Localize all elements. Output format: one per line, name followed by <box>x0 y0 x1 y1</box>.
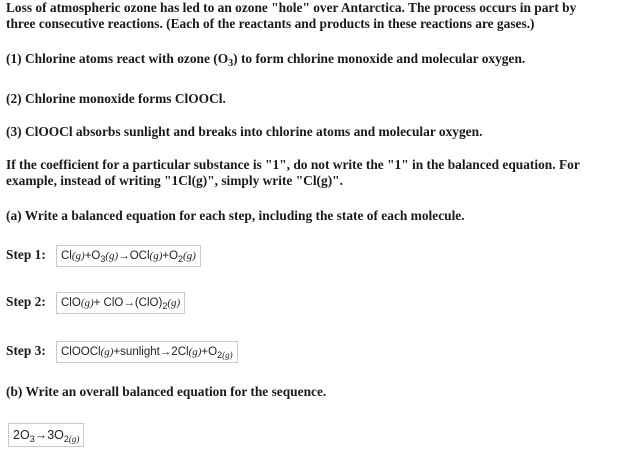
step-2-term: + ClO→(ClO) <box>93 297 163 309</box>
step-3-state: (g) <box>222 350 233 360</box>
overall-term: →3O <box>34 428 64 442</box>
reaction-1-sub: 3 <box>228 58 234 69</box>
step-2-term: ClO <box>61 297 81 309</box>
reaction-1-text <box>6 51 525 69</box>
reaction-3-text: (3) ClOOCl absorbs sunlight and breaks into chlorine atoms and molecular oxygen. <box>6 124 483 139</box>
intro-line-1: Loss of atmospheric ozone has led to an ozone "hole" over Antarctica. The process occurs in part by <box>6 0 577 15</box>
step-2-subscript: 2 <box>162 301 168 311</box>
overall-subscript: 2 <box>63 434 69 444</box>
step-1-subscript: 2 <box>178 254 184 264</box>
step-1-state: (g) <box>105 250 119 262</box>
step-1-term: +O <box>162 250 179 262</box>
step-3-term: +O <box>201 346 218 358</box>
overall-term: 2O <box>13 428 30 442</box>
reaction-2-text: (2) Chlorine monoxide forms ClOOCl. <box>6 91 226 106</box>
step-3-label: Step 3: <box>6 343 46 358</box>
step-3-state: (g) <box>100 346 114 358</box>
step-2-state: (g) <box>80 297 94 309</box>
part-b-prompt: (b) Write an overall balanced equation for the sequence. <box>6 384 327 399</box>
overall-answer-field[interactable] <box>8 423 84 447</box>
step-1-state: (g) <box>183 250 196 262</box>
note-line-2: example, instead of writing "1Cl(g)", simply write "Cl(g)". <box>6 173 343 188</box>
overall-state: (g) <box>68 434 80 444</box>
step-1-label: Step 1: <box>6 247 46 262</box>
step-2-state: (g) <box>167 297 181 309</box>
reaction-1-post: ) to form chlorine monoxide and molecular oxygen. <box>233 51 526 66</box>
step-3-term: ClOOCl <box>61 346 101 358</box>
step-1-answer-field[interactable] <box>56 245 201 267</box>
step-2-answer-field[interactable] <box>56 292 185 314</box>
step-1-term: +O <box>84 250 101 262</box>
step-1-subscript: 3 <box>100 254 106 264</box>
overall-subscript: 3 <box>29 434 35 444</box>
step-3-answer-field[interactable] <box>56 341 238 363</box>
note-line-1: If the coefficient for a particular substance is "1", do not write the "1" in the balanced equation. For <box>6 157 580 172</box>
step-1-state: (g) <box>149 250 163 262</box>
step-3-term: +sunlight→2Cl <box>113 346 189 358</box>
intro-line-2: three consecutive reactions. (Each of the reactants and products in these reactions are gases.) <box>6 16 535 31</box>
reaction-1-pre: (1) Chlorine atoms react with ozone (O <box>6 51 229 66</box>
step-3-state: (g) <box>188 346 202 358</box>
step-1-term: Cl <box>61 250 72 262</box>
step-1-state: (g) <box>71 250 85 262</box>
step-1-term: →OCl <box>118 250 150 262</box>
part-a-prompt: (a) Write a balanced equation for each step, including the state of each molecule. <box>6 208 465 223</box>
step-3-subscript: 2 <box>217 350 223 360</box>
step-2-label: Step 2: <box>6 294 46 309</box>
